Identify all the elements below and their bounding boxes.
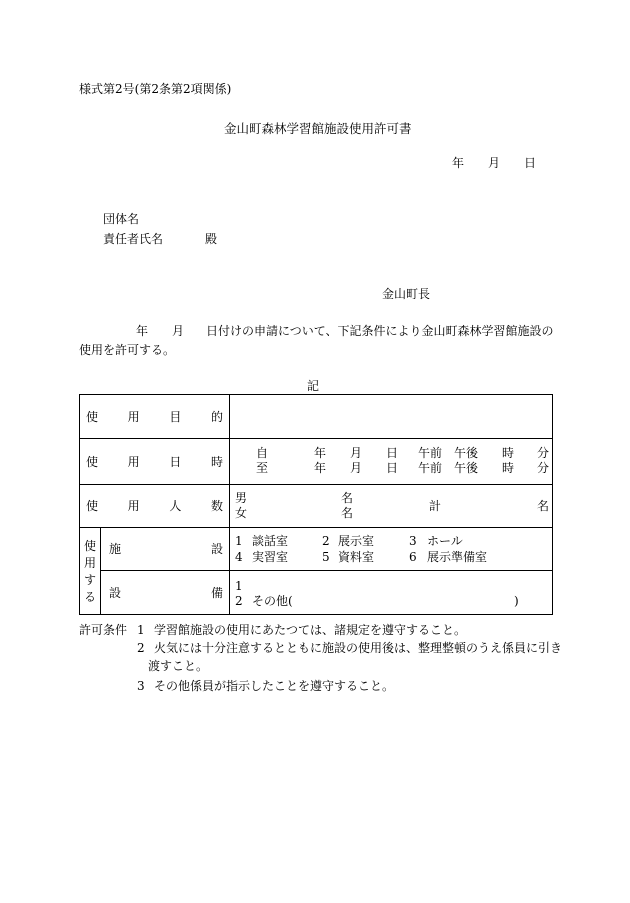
conditions-label: 許可条件 xyxy=(79,623,128,637)
equipment-row xyxy=(80,571,553,615)
ki-heading: 記 xyxy=(307,379,320,393)
issuer: 金山町長 xyxy=(382,287,431,301)
male-label: 男 xyxy=(235,491,248,505)
facility-option-tenji-junbishitsu[interactable]: 展示準備室 xyxy=(427,550,488,564)
facility-option-hall[interactable]: ホール xyxy=(427,534,463,548)
female-unit: 名 xyxy=(341,506,354,520)
datetime-label-cell: 使 用 日 時 xyxy=(80,439,230,485)
purpose-row xyxy=(80,395,553,439)
person-name-label: 責任者氏名 xyxy=(103,232,164,246)
female-label: 女 xyxy=(235,506,248,520)
total-label: 計 xyxy=(429,499,442,513)
condition-2: 火気には十分注意するとともに施設の使用後は、整理整頓のうえ係員に引き xyxy=(154,641,563,655)
condition-3: その他係員が指示したことを遵守すること。 xyxy=(154,679,395,693)
equipment-other-label: その他( xyxy=(252,594,293,608)
datetime-value-cell[interactable]: 自 年 月 日 午前 午後 時 分 至 年 月 日 午前 午後 時 分 xyxy=(230,439,553,485)
honorific: 殿 xyxy=(205,232,218,246)
facility-option-danwashitsu[interactable]: 談話室 xyxy=(252,534,289,548)
purpose-label-cell: 使 用 目 的 xyxy=(80,395,230,439)
count-value-cell[interactable] xyxy=(230,485,553,528)
equipment-value-cell[interactable]: 1 2 その他( ) xyxy=(230,571,553,615)
condition-1: 学習館施設の使用にあたつては、諸規定を遵守すること。 xyxy=(154,623,467,637)
equipment-other-close: ) xyxy=(514,594,519,608)
use-vertical-cell: 使 用 す る xyxy=(80,528,101,615)
purpose-value-cell[interactable] xyxy=(230,395,553,439)
facility-row xyxy=(80,528,553,571)
facility-option-shiryoshitsu[interactable]: 資料室 xyxy=(338,550,375,564)
group-name-label: 団体名 xyxy=(103,212,140,226)
document-title: 金山町森林学習館施設使用許可書 xyxy=(224,121,412,136)
count-row xyxy=(80,485,553,528)
total-unit: 名 xyxy=(537,499,550,513)
count-label-cell: 使 用 人 数 xyxy=(80,485,230,528)
male-unit: 名 xyxy=(341,491,354,505)
facility-label-cell: 施 設 xyxy=(101,528,230,571)
datetime-row xyxy=(80,439,553,485)
form-number: 様式第2号(第2条第2項関係) xyxy=(79,82,232,96)
permit-table xyxy=(79,394,553,615)
facility-option-tenjishitsu[interactable]: 展示室 xyxy=(338,534,375,548)
facility-options-cell: 1 談話室 2 展示室 3 ホール 4 実習室 5 資料室 6 展示準備室 xyxy=(230,528,553,571)
condition-2-cont: 渡すこと。 xyxy=(148,659,209,673)
facility-option-jisshushitsu[interactable]: 実習室 xyxy=(252,550,289,564)
equipment-label-cell: 設 備 xyxy=(101,571,230,615)
